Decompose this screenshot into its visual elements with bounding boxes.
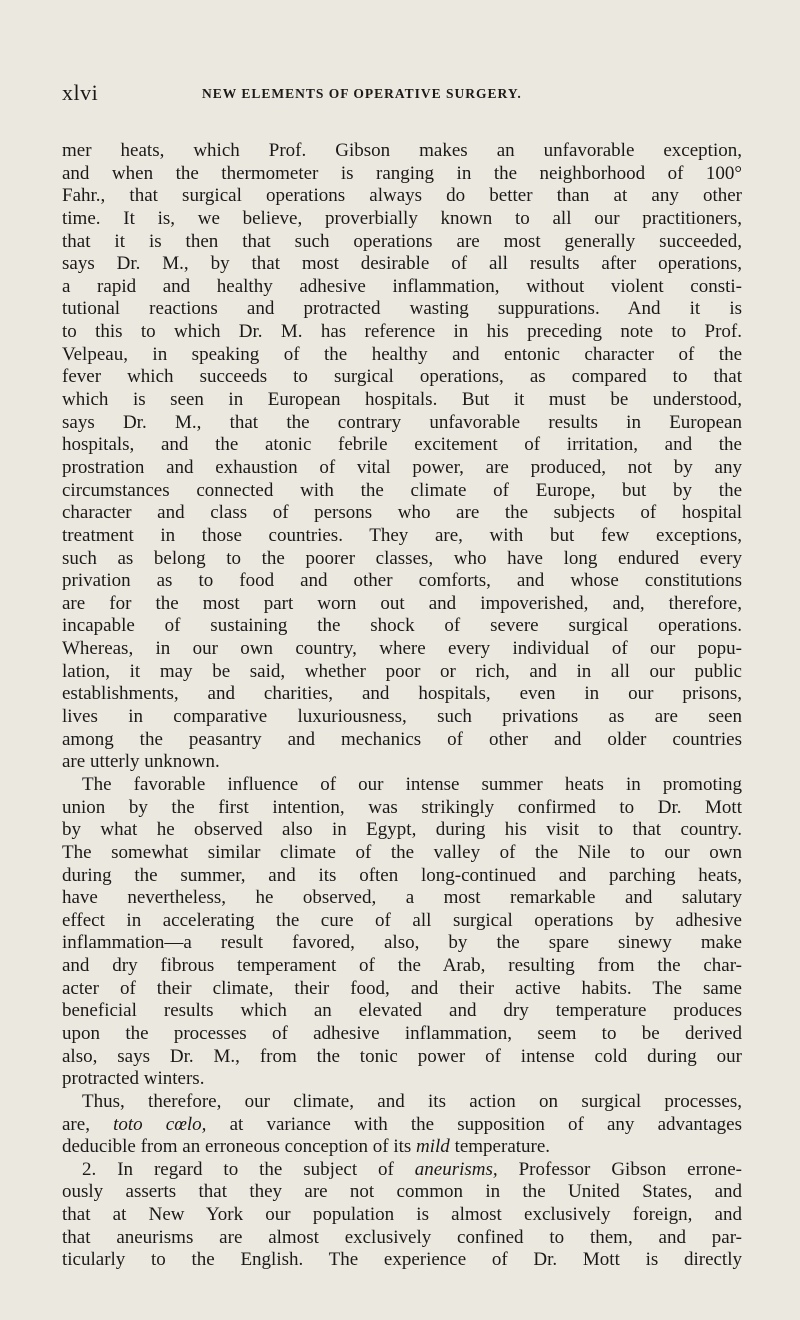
- text-line: [62, 1159, 742, 1182]
- text-line: that at New York our population is almost exclusively foreign, and: [62, 1204, 742, 1226]
- text-line: which is seen in European hospitals. But it must be understood,: [62, 389, 742, 411]
- text-line: during the summer, and its often long-continued and parching heats,: [62, 864, 742, 886]
- text-line: union by the first intention, was strikingly confirmed to Dr. Mott: [62, 796, 742, 818]
- page-number: xlvi: [62, 80, 99, 105]
- text-line: fever which succeeds to surgical operations, as compared to that: [62, 366, 742, 388]
- text-line: ously asserts that they are not common in the United States, and: [62, 1181, 742, 1203]
- text-line: hospitals, and the atonic febrile excitement of irritation, and the: [62, 434, 742, 456]
- text-line: beneficial results which an elevated and dry temperature produces: [62, 1000, 742, 1022]
- text-line: a rapid and healthy adhesive inflammation, without violent consti-: [62, 275, 742, 297]
- text-line: Thus, therefore, our climate, and its action on surgical processes,: [82, 1090, 742, 1112]
- text-segment: deducible from an erroneous conception of its: [62, 1136, 417, 1158]
- text-line: treatment in those countries. They are, with but few exceptions,: [62, 524, 742, 546]
- text-line: and when the thermometer is ranging in the neighborhood of 100°: [62, 162, 742, 184]
- text-line: by what he observed also in Egypt, during his visit to that country.: [62, 819, 742, 841]
- text-line: are for the most part worn out and impoverished, and, therefore,: [62, 592, 742, 614]
- text-line: effect in accelerating the cure of all surgical operations by adhesive: [62, 909, 742, 931]
- text-line: lives in comparative luxuriousness, such privations as are seen: [62, 706, 742, 728]
- text-line: [62, 1136, 742, 1159]
- text-segment: Professor Gibson errone-: [497, 1158, 742, 1180]
- text-line: establishments, and charities, and hospitals, even in our prisons,: [62, 683, 742, 705]
- text-line: and dry fibrous temperament of the Arab, resulting from the char-: [62, 955, 742, 977]
- text-line: have nevertheless, he observed, a most remarkable and salutary: [62, 887, 742, 909]
- running-title: NEW ELEMENTS OF OPERATIVE SURGERY.: [202, 86, 522, 101]
- text-line: character and class of persons who are the subjects of hospital: [62, 502, 742, 524]
- text-line: ticularly to the English. The experience of Dr. Mott is directly: [62, 1249, 742, 1271]
- text-line: prostration and exhaustion of vital power, are produced, not by any: [62, 456, 742, 478]
- text-line: also, says Dr. M., from the tonic power of intense cold during our: [62, 1045, 742, 1067]
- text-line: Fahr., that surgical operations always do better than at any other: [62, 185, 742, 207]
- text-line: that it is then that such operations are most generally succeeded,: [62, 230, 742, 252]
- italic-term: toto cœlo,: [113, 1113, 207, 1135]
- text-line: that aneurisms are almost exclusively confined to them, and par-: [62, 1226, 742, 1248]
- text-line: tutional reactions and protracted wasting suppurations. And it is: [62, 298, 742, 320]
- text-line: privation as to food and other comforts, and whose constitutions: [62, 570, 742, 592]
- text-segment: temperature.: [449, 1136, 551, 1158]
- text-segment: at variance with the supposition of any advantages: [206, 1113, 742, 1135]
- italic-term: mild: [416, 1136, 450, 1158]
- text-line: The favorable influence of our intense summer heats in promoting: [82, 773, 742, 795]
- text-line: The somewhat similar climate of the valley of the Nile to our own: [62, 841, 742, 863]
- text-line: mer heats, which Prof. Gibson makes an unfavorable exception,: [62, 140, 742, 161]
- text-line: Velpeau, in speaking of the healthy and entonic character of the: [62, 343, 742, 365]
- text-line: are utterly unknown.: [62, 751, 220, 773]
- text-line: says Dr. M., by that most desirable of all results after operations,: [62, 253, 742, 275]
- text-line: circumstances connected with the climate of Europe, but by the: [62, 479, 742, 501]
- italic-term: aneurisms,: [414, 1158, 498, 1180]
- text-line: upon the processes of adhesive inflammation, seem to be derived: [62, 1022, 742, 1044]
- text-line: among the peasantry and mechanics of other and older countries: [62, 728, 742, 750]
- text-line: [62, 1114, 742, 1137]
- text-line: protracted winters.: [62, 1068, 205, 1090]
- text-line: time. It is, we believe, proverbially known to all our practitioners,: [62, 207, 742, 229]
- text-line: such as belong to the poorer classes, who have long endured every: [62, 547, 742, 569]
- text-line: incapable of sustaining the shock of severe surgical operations.: [62, 615, 742, 637]
- text-segment: are,: [62, 1113, 114, 1135]
- text-line: to this to which Dr. M. has reference in his preceding note to Prof.: [62, 321, 742, 343]
- text-line: lation, it may be said, whether poor or rich, and in all our public: [62, 660, 742, 682]
- body-text: [62, 140, 742, 1272]
- text-line: Whereas, in our own country, where every individual of our popu-: [62, 638, 742, 660]
- text-line: acter of their climate, their food, and their active habits. The same: [62, 977, 742, 999]
- text-line: says Dr. M., that the contrary unfavorable results in European: [62, 411, 742, 433]
- running-head: [62, 80, 742, 110]
- text-line: inflammation—a result favored, also, by the spare sinewy make: [62, 932, 742, 954]
- text-segment: 2. In regard to the subject of: [82, 1158, 415, 1180]
